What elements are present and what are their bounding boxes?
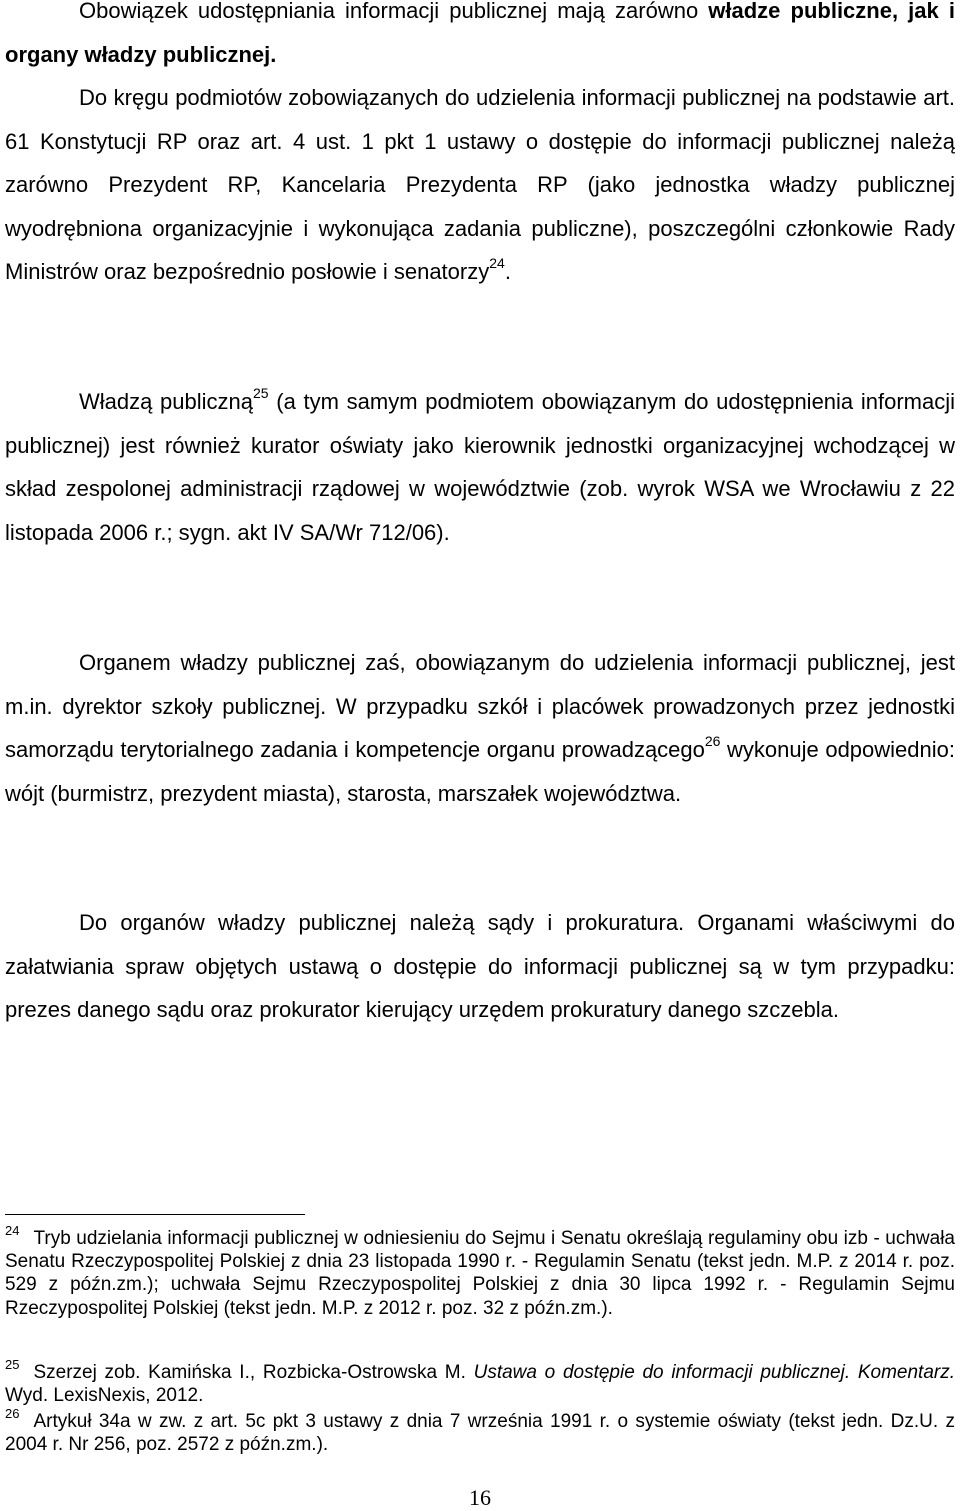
footnote-text-end: Wyd. LexisNexis, 2012. <box>5 1385 204 1407</box>
paragraph-4 <box>5 641 955 815</box>
paragraph-3 <box>5 380 955 554</box>
footnote-text: Artykuł 34a w zw. z art. 5c pkt 3 ustawy z dnia 7 września 1991 r. o systemie oświaty (tekst jedn. Dz.U. z 2004 r. Nr 256, poz. 2572 z późn.zm.). <box>5 1411 955 1456</box>
footnote-number: 26 <box>5 1406 20 1421</box>
paragraph-2 <box>5 76 955 294</box>
paragraph-4-text: Organem władzy publicznej zaś, obowiązanym do udzielenia informacji publicznej, jest m.in. dyrektor szkoły publicznej. W przypadku szkół i placówek prowadzonych przez jednostki samorządu terytorialnego zadania i kompetencje organu prowadzącego <box>5 650 955 763</box>
paragraph-1-text: Obowiązek udostępniania informacji publicznej mają zarówno <box>79 0 709 23</box>
paragraph-1 <box>5 0 955 76</box>
footnote-ref-24[interactable]: 24 <box>489 255 505 272</box>
paragraph-3-start: Władzą publiczną <box>79 389 254 414</box>
footnote-italic-title: Ustawa o dostępie do informacji publicznej. Komentarz. <box>473 1362 955 1383</box>
footnote-number: 25 <box>5 1357 20 1372</box>
footnote-25 <box>5 1357 955 1407</box>
footnote-text: Szerzej zob. Kamińska I., Rozbicka-Ostrowska M. <box>33 1362 474 1383</box>
footnote-26 <box>5 1406 955 1456</box>
paragraph-5-text: Do organów władzy publicznej należą sądy i prokuratura. Organami właściwymi do załatwiania spraw objętych ustawą o dostępie do informacji publicznej są w tym przypadku: prezes danego sądu oraz prokurator kierujący urzędem prokuratury danego szczebla. <box>5 910 955 1023</box>
footnote-24 <box>5 1223 955 1320</box>
paragraph-2-text: Do kręgu podmiotów zobowiązanych do udzielenia informacji publicznej na podstawie art. 61 Konstytucji RP oraz art. 4 ust. 1 pkt 1 ustawy o dostępie do informacji publicznej należą zarówno Prezydent RP, Kancelaria Prezydenta RP (jako jednostka władzy publicznej wyodrębniona organizacyjnie i wykonująca zadania publiczne), poszczególni członkowie Rady Ministrów oraz bezpośrednio posłowie i senatorzy <box>5 85 955 285</box>
paragraph-5 <box>5 901 955 1032</box>
paragraph-4-end: wykonuje odpowiednio: wójt (burmistrz, prezydent miasta), starosta, marszałek województwa. <box>5 737 955 806</box>
paragraph-2-end: . <box>504 259 511 285</box>
footnote-ref-26[interactable]: 26 <box>704 733 721 750</box>
footnote-text: Tryb udzielania informacji publicznej w odniesieniu do Sejmu i Senatu określają regulaminy obu izb - uchwała Senatu Rzeczypospolitej Polskiej z dnia 23 listopada 1990 r. - Regulamin Senatu (tekst jedn. M.P. z 2014 r. poz. 529 z późn.zm.); uchwała Sejmu Rzeczypospolitej Polskiej z dnia 30 lipca 1992 r. - Regulamin Sejmu Rzeczypospolitej Polskiej (tekst jedn. M.P. z 2012 r. poz. 32 z późn.zm.). <box>5 1228 955 1319</box>
paragraph-1-bold-text: władze publiczne, jak i organy władzy publicznej. <box>5 0 955 67</box>
page-number: 16 <box>469 1485 491 1510</box>
footnote-separator <box>5 1214 305 1215</box>
paragraph-3-text: (a tym samym podmiotem obowiązanym do udostępnienia informacji publicznej) jest również kurator oświaty jako kierownik jednostki organizacyjnej wchodzącej w skład zespolonej administracji rządowej w województwie (zob. wyrok WSA we Wrocławiu z 22 listopada 2006 r.; sygn. akt IV SA/Wr 712/06). <box>5 389 955 545</box>
footnote-number: 24 <box>5 1223 20 1238</box>
footnote-ref-25[interactable]: 25 <box>253 385 269 401</box>
